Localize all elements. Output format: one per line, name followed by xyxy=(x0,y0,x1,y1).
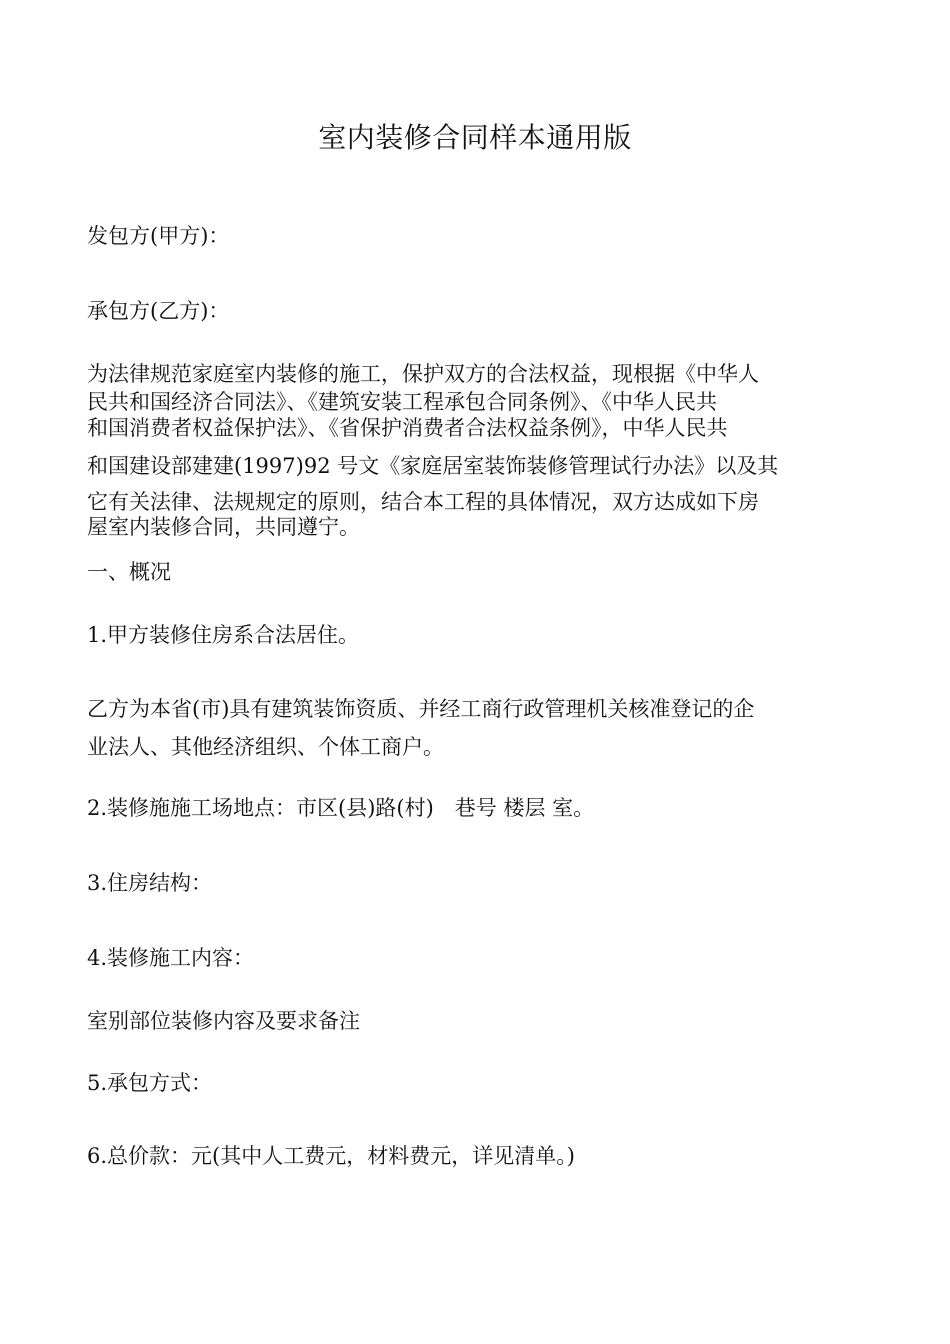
intro-line: 屋室内装修合同，共同遵宁。 xyxy=(87,515,360,539)
intro-line: 民共和国经济合同法》、《建筑安装工程承包合同条例》、《中华人民共 xyxy=(87,390,717,414)
party-b-line: 承包方(乙方)： xyxy=(87,299,230,323)
intro-line: 和国建设部建建(1997)92 号文《家庭居室装饰装修管理试行办法》以及其 xyxy=(87,454,779,478)
item-1: 1.甲方装修住房系合法居住。 xyxy=(87,623,360,647)
item-6: 6.总价款：元(其中人工费元，材料费元，详见清单。) xyxy=(87,1144,575,1168)
section-1-heading: 一、概况 xyxy=(87,560,171,584)
intro-line: 和国消费者权益保护法》、《省保护消费者合法权益条例》，中华人民共 xyxy=(87,416,728,440)
item-4: 4.装修施工内容： xyxy=(87,946,255,970)
party-a-line: 发包方(甲方)： xyxy=(87,224,230,248)
intro-line: 为法律规范家庭室内装修的施工，保护双方的合法权益，现根据《中华人 xyxy=(87,362,759,386)
qualification-paragraph xyxy=(87,692,863,762)
intro-line: 它有关法律、法规规定的原则，结合本工程的具体情况，双方达成如下房 xyxy=(87,490,759,514)
item-5: 5.承包方式： xyxy=(87,1071,213,1095)
qualification-line: 业法人、其他经济组织、个体工商户。 xyxy=(87,735,444,759)
intro-paragraph xyxy=(87,359,863,542)
room-table-header: 室别部位装修内容及要求备注 xyxy=(87,1009,360,1033)
qualification-line: 乙方为本省(市)具有建筑装饰资质、并经工商行政管理机关核准登记的企 xyxy=(87,697,755,721)
item-2: 2.装修施施工场地点：市区(县)路(村) 巷号 楼层 室。 xyxy=(87,796,595,820)
document-title: 室内装修合同样本通用版 xyxy=(318,121,632,154)
item-3: 3.住房结构： xyxy=(87,871,213,895)
